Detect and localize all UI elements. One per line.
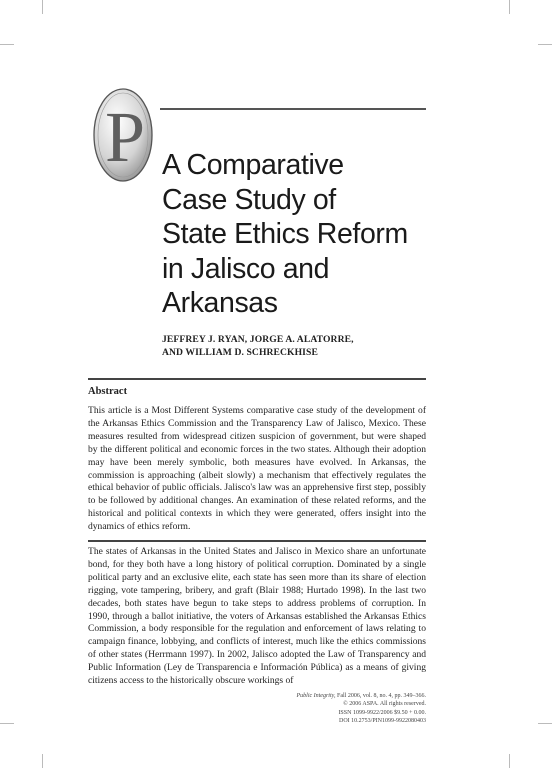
journal-issue: Fall 2006, vol. 8, no. 4, pp. 349–366. bbox=[335, 693, 426, 699]
title-line: A Comparative bbox=[162, 149, 344, 181]
abstract-top-rule bbox=[88, 378, 426, 380]
title-line: Arkansas bbox=[162, 287, 278, 319]
issn-line: ISSN 1099-9922/2006 $9.50 + 0.00. bbox=[338, 709, 426, 716]
author-line: JEFFREY J. RYAN, JORGE A. ALATORRE, bbox=[162, 334, 354, 345]
article-title bbox=[162, 148, 432, 321]
author-line: AND WILLIAM D. SCHRECKHISE bbox=[162, 347, 318, 358]
title-line: Case Study of bbox=[162, 183, 336, 216]
crop-mark bbox=[538, 44, 552, 45]
body-paragraph: The states of Arkansas in the United States and Jalisco in Mexico share an unfortunate bond, for they both have a long history of political corruption. Dominated by a single political party and an exclusive elite, each state has seen more than its share of election rigging, vote tampering, bribery, and graft (Blair 1988; Hurtado 1998). In the last two decades, both states have begun to take steps to address problems of corruption. In 1990, through a ballot initiative, the voters of Arkansas established the Arkansas Ethics Commission, a body responsible for the regulation and enforcement of laws relating to campaign finance, lobbying, and conflicts of interest, much like the ethics commissions of other states (Herrmann 1997). In 2002, Jalisco adopted the Law of Transparency and Public Information (Ley de Transparencia e Información Pública) as a means of giving citizens access to the historically obscure workings of bbox=[88, 546, 426, 687]
journal-logo-icon bbox=[92, 85, 156, 185]
abstract-bottom-rule bbox=[88, 540, 426, 542]
logo-letter: P bbox=[104, 97, 146, 177]
crop-mark bbox=[0, 44, 14, 45]
copyright-line: © 2006 ASPA. All rights reserved. bbox=[343, 701, 426, 708]
abstract-text: This article is a Most Different Systems comparative case study of the development of the Arkansas Ethics Commission and the Transparency Law of Jalisco, Mexico. These measures resulted from widespread citizen suspicion of government, but were shaped by the different political and economic forces in the two states. Although their adoption may have been merely symbolic, both measures have evolved. In Arkansas, the commission is approaching (albeit slowly) a mechanism that effectively regulates the ethical behavior of public officials. Jalisco's law was an apprehensive first step, possibly to be followed by additional changes. An examination of these related reforms, and the historical and political contexts in which they were generated, offers insight into the dynamics of ethics reform. bbox=[88, 405, 426, 533]
crop-mark bbox=[509, 754, 510, 768]
citation-journal-line bbox=[296, 692, 426, 700]
citation-block bbox=[296, 692, 426, 726]
author-list bbox=[162, 333, 432, 359]
crop-mark bbox=[42, 0, 43, 14]
title-line: State Ethics Reform bbox=[162, 218, 408, 250]
title-line: in Jalisco and bbox=[162, 252, 330, 285]
crop-mark bbox=[538, 723, 552, 724]
journal-name: Public Integrity, bbox=[296, 693, 336, 699]
header-rule bbox=[160, 108, 426, 110]
crop-mark bbox=[509, 0, 510, 14]
doi-line: DOI 10.2753/PIN1099-9922080403 bbox=[339, 718, 426, 725]
crop-mark bbox=[42, 754, 43, 768]
crop-mark bbox=[0, 723, 14, 724]
abstract-heading: Abstract bbox=[88, 386, 128, 397]
